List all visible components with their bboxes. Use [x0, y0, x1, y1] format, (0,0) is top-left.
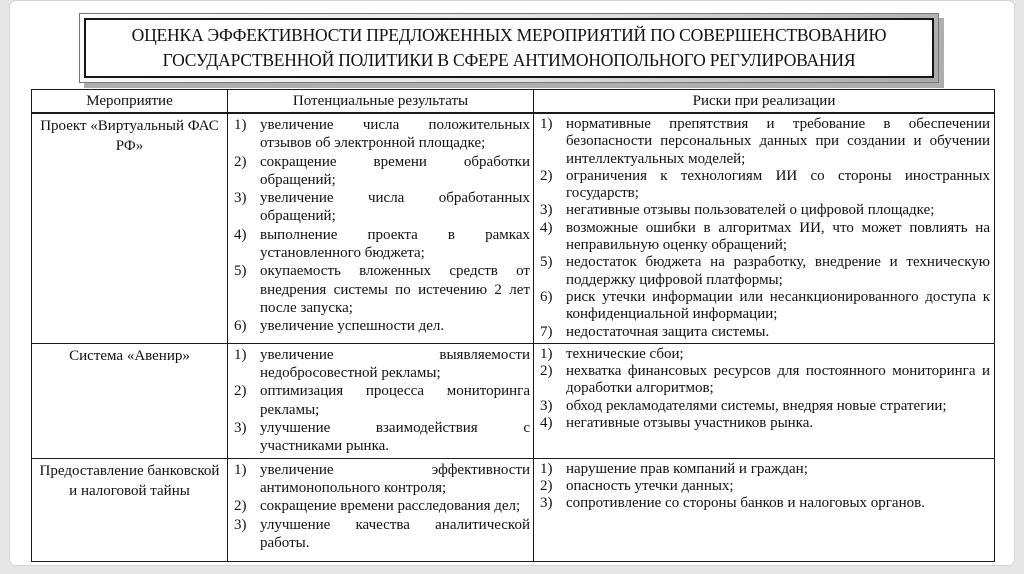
table-header-row: [32, 90, 995, 114]
list-item: [230, 317, 530, 335]
item-text: недостаточная защита системы.: [566, 323, 770, 340]
item-text: негативные отзывы участников рынка.: [566, 415, 814, 432]
item-text: увеличение эффективности антимонопольного контроля;: [260, 461, 530, 496]
risks-list: [534, 458, 995, 561]
list-item: [536, 461, 990, 478]
item-number: 2): [540, 363, 553, 380]
list-item: [536, 116, 990, 168]
list-item: [230, 497, 530, 515]
table-row: [32, 458, 995, 561]
list-item: [536, 324, 990, 341]
list-item: [230, 461, 530, 498]
item-text: сопротивление со стороны банков и налоговых органов.: [566, 495, 925, 512]
item-number: 2): [234, 153, 247, 170]
item-number: 7): [540, 323, 553, 340]
item-number: 3): [540, 397, 553, 414]
list-item: [230, 346, 530, 383]
item-number: 4): [540, 415, 553, 432]
list-item: [536, 220, 990, 255]
list-item: [536, 415, 990, 432]
list-item: [536, 478, 990, 495]
measure-cell: Проект «Виртуальный ФАС РФ»: [32, 113, 228, 343]
list-item: [230, 262, 530, 317]
item-number: 5): [234, 263, 247, 280]
list-item: [230, 116, 530, 153]
list-item: [230, 419, 530, 456]
list-item: [536, 495, 990, 512]
list-item: [536, 289, 990, 324]
item-number: 2): [540, 167, 553, 184]
results-list: [228, 343, 534, 458]
list-item: [536, 398, 990, 415]
list-item: [536, 168, 990, 203]
item-number: 3): [234, 420, 247, 437]
list-item: [536, 346, 990, 363]
list-item: [230, 153, 530, 190]
item-text: негативные отзывы пользователей о цифровой площадке;: [566, 202, 935, 219]
item-number: 3): [234, 190, 247, 207]
table-row: [32, 113, 995, 343]
list-item: [536, 202, 990, 219]
item-text: улучшение взаимодействия с участниками рынка.: [260, 420, 530, 455]
item-number: 3): [540, 495, 553, 512]
item-number: 1): [234, 117, 247, 133]
item-text: улучшение качества аналитической работы.: [260, 516, 530, 551]
item-number: 6): [540, 288, 553, 305]
list-item: [230, 189, 530, 226]
item-text: выполнение проекта в рамках установленного бюджета;: [260, 226, 530, 262]
item-number: 1): [540, 460, 553, 477]
page-title-box: [79, 13, 939, 83]
item-text: нарушение прав компаний и граждан;: [566, 460, 808, 477]
item-text: сокращение времени расследования дел;: [260, 498, 521, 515]
header-measure: Мероприятие: [32, 90, 228, 114]
list-item: [230, 516, 530, 553]
item-text: увеличение числа обработанных обращений;: [260, 190, 530, 225]
measure-cell: Предоставление банковской и налоговой тайны: [32, 458, 228, 561]
item-text: нормативные препятствия и требование в обеспечении безопасности персональных данных при создании и обучении интеллектуальных моделей;: [566, 116, 990, 167]
item-text: нехватка финансовых ресурсов для постоянного мониторинга и доработки алгоритмов;: [566, 363, 990, 397]
item-number: 2): [234, 383, 247, 400]
item-text: сокращение времени обработки обращений;: [260, 153, 530, 188]
item-number: 1): [234, 346, 247, 363]
list-item: [230, 382, 530, 419]
risks-list: [534, 343, 995, 458]
item-number: 2): [234, 498, 247, 515]
item-text: возможные ошибки в алгоритмах ИИ, что может повлиять на неправильную оценку обращений;: [566, 219, 990, 254]
item-text: оптимизация процесса мониторинга рекламы;: [260, 383, 530, 418]
risks-list: [534, 113, 995, 343]
item-text: ограничения к технологиям ИИ со стороны иностранных государств;: [566, 167, 990, 202]
item-number: 6): [234, 318, 247, 335]
item-number: 2): [540, 477, 553, 494]
slide-canvas: [9, 0, 1015, 566]
item-text: риск утечки информации или несанкционированного доступа к конфиденциальной информации;: [566, 288, 990, 323]
measures-table: [31, 89, 995, 562]
item-text: опасность утечки данных;: [566, 477, 734, 494]
item-text: обход рекламодателями системы, внедряя новые стратегии;: [566, 397, 947, 414]
item-text: увеличение выявляемости недобросовестной рекламы;: [260, 346, 530, 382]
item-number: 4): [540, 219, 553, 236]
results-list: [228, 113, 534, 343]
item-number: 1): [540, 345, 553, 362]
item-number: 4): [234, 226, 247, 243]
measure-cell: Система «Авенир»: [32, 343, 228, 458]
header-results: Потенциальные результаты: [228, 90, 534, 114]
item-number: 5): [540, 254, 553, 271]
page-title: [84, 18, 934, 78]
item-text: увеличение числа положительных отзывов об электронной площадке;: [260, 117, 530, 152]
list-item: [230, 226, 530, 263]
item-number: 1): [234, 461, 247, 478]
item-text: окупаемость вложенных средств от внедрения системы по истечению 2 лет после запуска;: [260, 263, 530, 316]
results-list: [228, 458, 534, 561]
item-number: 1): [540, 116, 553, 132]
page-title-line-1: ОЦЕНКА ЭФФЕКТИВНОСТИ ПРЕДЛОЖЕННЫХ МЕРОПРИЯТИЙ ПО СОВЕРШЕНСТВОВАНИЮ: [131, 25, 887, 45]
page-title-line-2: ГОСУДАРСТВЕННОЙ ПОЛИТИКИ В СФЕРЕ АНТИМОНОПОЛЬНОГО РЕГУЛИРОВАНИЯ: [162, 50, 856, 70]
header-risks: Риски при реализации: [534, 90, 995, 114]
list-item: [536, 254, 990, 289]
item-text: недостаток бюджета на разработку, внедрение и техническую поддержку цифровой платформы;: [566, 254, 990, 288]
table-row: [32, 343, 995, 458]
item-text: технические сбои;: [566, 345, 684, 362]
list-item: [536, 363, 990, 398]
item-number: 3): [234, 516, 247, 533]
item-number: 3): [540, 202, 553, 219]
item-text: увеличение успешности дел.: [260, 318, 445, 335]
